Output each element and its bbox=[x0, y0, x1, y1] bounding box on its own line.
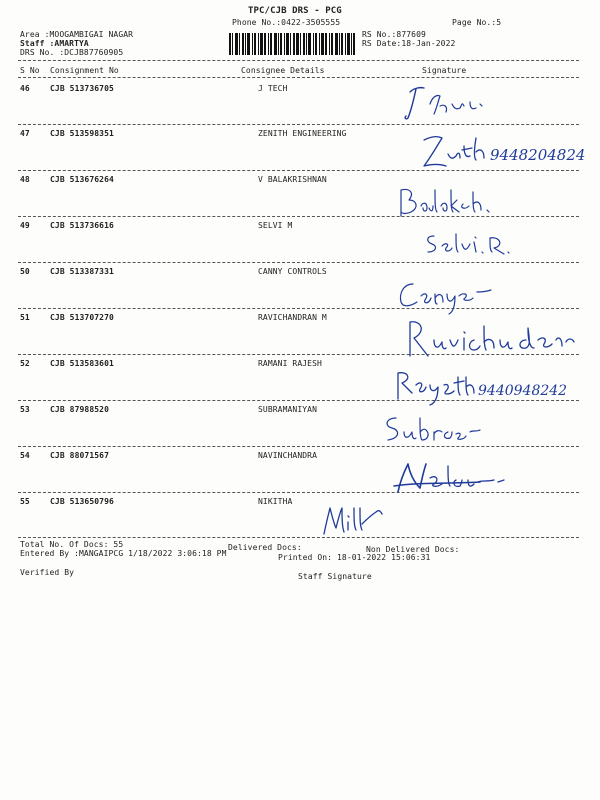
signature-row-52 bbox=[392, 365, 592, 409]
handwritten-phone-row-52: 9440948242 bbox=[478, 383, 568, 399]
rs-date: RS Date:18-Jan-2022 bbox=[362, 39, 456, 48]
row-consignee: J TECH bbox=[258, 84, 288, 93]
delivered-docs: Delivered Docs: bbox=[228, 543, 302, 552]
staff-label: Staff :AMARTYA bbox=[20, 39, 89, 48]
signature-row-50 bbox=[395, 276, 505, 318]
row-sno: 48 bbox=[20, 175, 30, 184]
row-consignment: CJB 513650796 bbox=[50, 497, 114, 506]
row-sno: 50 bbox=[20, 267, 30, 276]
row-consignee: RAMANI RAJESH bbox=[258, 359, 322, 368]
area-label: Area :MOOGAMBIGAI NAGAR bbox=[20, 30, 134, 39]
row-consignment: CJB 513676264 bbox=[50, 175, 114, 184]
row-sno: 49 bbox=[20, 221, 30, 230]
row-consignment: CJB 513598351 bbox=[50, 129, 114, 138]
table-bottom-divider bbox=[18, 537, 579, 538]
row-consignment: CJB 87988520 bbox=[50, 405, 109, 414]
row-sno: 53 bbox=[20, 405, 30, 414]
row-sno: 54 bbox=[20, 451, 30, 460]
verified-by: Verified By bbox=[20, 568, 75, 577]
signature-row-55 bbox=[318, 500, 398, 542]
signature-row-46 bbox=[400, 84, 500, 124]
row-consignee: RAVICHANDRAN M bbox=[258, 313, 327, 322]
row-consignment: CJB 513736705 bbox=[50, 84, 114, 93]
col-consignment: Consignment No bbox=[50, 66, 119, 75]
row-consignment: CJB 513387331 bbox=[50, 267, 114, 276]
printed-on: Printed On: 18-01-2022 15:06:31 bbox=[278, 553, 431, 562]
signature-row-47 bbox=[420, 128, 595, 176]
row-sno: 55 bbox=[20, 497, 30, 506]
handwritten-phone-row-47: 9448204824 bbox=[490, 146, 586, 164]
signature-row-53 bbox=[380, 410, 490, 450]
row-sno: 52 bbox=[20, 359, 30, 368]
barcode-image bbox=[229, 33, 355, 55]
entered-by: Entered By :MANGAIPCG 1/18/2022 3:06:18 PM bbox=[20, 549, 227, 558]
row-divider bbox=[18, 124, 579, 125]
row-consignment: CJB 513707270 bbox=[50, 313, 114, 322]
row-consignment: CJB 513583601 bbox=[50, 359, 114, 368]
row-consignee: CANNY CONTROLS bbox=[258, 267, 327, 276]
page-number: Page No.:5 bbox=[452, 18, 502, 27]
total-docs: Total No. Of Docs: 55 bbox=[20, 540, 124, 549]
row-divider bbox=[18, 446, 579, 447]
staff-signature-label: Staff Signature bbox=[298, 572, 372, 581]
non-delivered-docs: Non Delivered Docs: bbox=[366, 545, 460, 554]
sheet-title: TPC/CJB DRS - PCG bbox=[248, 6, 342, 16]
row-consignee: NAVINCHANDRA bbox=[258, 451, 317, 460]
row-consignee: SELVI M bbox=[258, 221, 293, 230]
row-divider bbox=[18, 262, 579, 263]
column-header-divider bbox=[18, 77, 579, 78]
row-consignee: NIKITHA bbox=[258, 497, 293, 506]
rs-number: RS No.:877609 bbox=[362, 30, 426, 39]
row-sno: 46 bbox=[20, 84, 30, 93]
col-sno: S No bbox=[20, 66, 40, 75]
row-sno: 51 bbox=[20, 313, 30, 322]
row-consignee: V BALAKRISHNAN bbox=[258, 175, 327, 184]
signature-row-48 bbox=[395, 182, 525, 224]
row-consignee: SUBRAMANIYAN bbox=[258, 405, 317, 414]
col-consignee: Consignee Details bbox=[241, 66, 325, 75]
signature-row-51 bbox=[402, 316, 582, 362]
header-divider bbox=[18, 60, 579, 61]
row-consignment: CJB 513736616 bbox=[50, 221, 114, 230]
row-sno: 47 bbox=[20, 129, 30, 138]
row-consignment: CJB 88071567 bbox=[50, 451, 109, 460]
signature-row-49 bbox=[420, 226, 530, 262]
signature-row-54 bbox=[390, 458, 520, 498]
row-consignee: ZENITH ENGINEERING bbox=[258, 129, 347, 138]
drs-number: DRS No. :DCJB87760905 bbox=[20, 48, 124, 57]
col-signature: Signature bbox=[422, 66, 467, 75]
phone-number: Phone No.:0422-3505555 bbox=[232, 18, 341, 27]
